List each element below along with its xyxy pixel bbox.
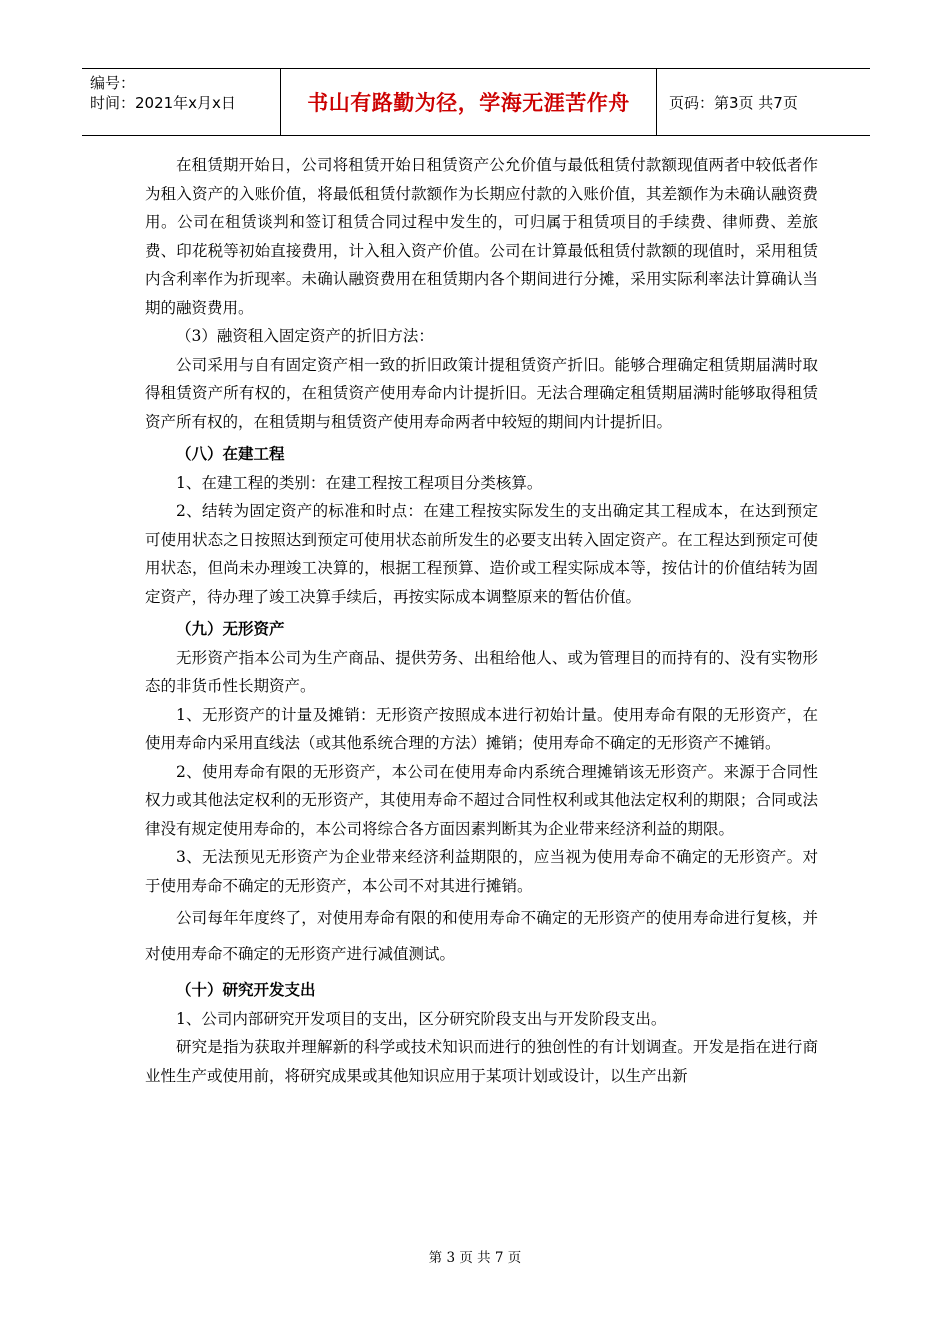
paragraph: 1、在建工程的类别：在建工程按工程项目分类核算。 <box>176 473 543 492</box>
header-motto-cell <box>280 69 657 135</box>
paragraph: 2、结转为固定资产的标准和时点：在建工程按实际发生的支出确定其工程成本，在达到预定可使用状态之日按照达到预定可使用状态前所发生的必要支出转入固定资产。在工程达到预定可使用状态，但尚未办理竣工决算的，根据工程预算、造价或工程实际成本等，按估计的价值结转为固定资产，待办理了竣工决算手续后，再按实际成本调整原来的暂估价值。 <box>145 502 818 606</box>
paragraph: 2、使用寿命有限的无形资产，本公司在使用寿命内系统合理摊销该无形资产。来源于合同性权力或其他法定权利的无形资产，其使用寿命不超过合同性权利或其他法定权利的期限；合同或法律没有规定使用寿命的，本公司将综合各方面因素判断其为企业带来经济利益的期限。 <box>145 762 818 838</box>
section-heading: （十）研究开发支出 <box>176 981 316 999</box>
section-heading: （八）在建工程 <box>176 445 285 463</box>
header-table <box>82 68 870 136</box>
paragraph: 在租赁期开始日，公司将租赁开始日租赁资产公允价值与最低租赁付款额现值两者中较低者作为租入资产的入账价值，将最低租赁付款额作为长期应付款的入账价值，其差额作为未确认融资费用。公司在租赁谈判和签订租赁合同过程中发生的，可归属于租赁项目的手续费、律师费、差旅费、印花税等初始直接费用，计入租入资产价值。公司在计算最低租赁付款额的现值时，采用租赁内含利率作为折现率。未确认融资费用在租赁期内各个期间进行分摊，采用实际利率法计算确认当期的融资费用。 <box>145 156 818 317</box>
header-motto: 书山有路勤为径，学海无涯苦作舟 <box>307 91 630 115</box>
paragraph: （3）融资租入固定资产的折旧方法： <box>176 327 434 345</box>
paragraph: 公司每年年度终了，对使用寿命有限的和使用寿命不确定的无形资产的使用寿命进行复核，并对使用寿命不确定的无形资产进行减值测试。 <box>145 909 818 963</box>
paragraph: 1、无形资产的计量及摊销：无形资产按照成本进行初始计量。使用寿命有限的无形资产，在使用寿命内采用直线法（或其他系统合理的方法）摊销；使用寿命不确定的无形资产不摊销。 <box>145 705 818 752</box>
doc-number: 编号： <box>90 74 136 92</box>
doc-date: 时间：2021年x月x日 <box>90 94 236 112</box>
paragraph: 无形资产指本公司为生产商品、提供劳务、出租给他人、或为管理目的而持有的、没有实物形态的非货币性长期资产。 <box>145 648 818 695</box>
page-footer: 第 3 页 共 7 页 <box>428 1250 522 1266</box>
header-page-info: 页码：第3页 共7页 <box>669 93 798 112</box>
section-heading: （九）无形资产 <box>176 620 285 638</box>
paragraph: 3、无法预见无形资产为企业带来经济利益期限的，应当视为使用寿命不确定的无形资产。对于使用寿命不确定的无形资产，本公司不对其进行摊销。 <box>145 848 818 895</box>
paragraph: 研究是指为获取并理解新的科学或技术知识而进行的独创性的有计划调查。开发是指在进行商业性生产或使用前，将研究成果或其他知识应用于某项计划或设计，以生产出新 <box>145 1038 818 1085</box>
header-meta <box>82 69 280 135</box>
paragraph: 公司采用与自有固定资产相一致的折旧政策计提租赁资产折旧。能够合理确定租赁期届满时取得租赁资产所有权的，在租赁资产使用寿命内计提折旧。无法合理确定租赁期届满时能够取得租赁资产所有权的，在租赁期与租赁资产使用寿命两者中较短的期间内计提折旧。 <box>145 355 818 431</box>
document-body <box>145 151 818 1090</box>
paragraph: 1、公司内部研究开发项目的支出，区分研究阶段支出与开发阶段支出。 <box>176 1009 667 1028</box>
